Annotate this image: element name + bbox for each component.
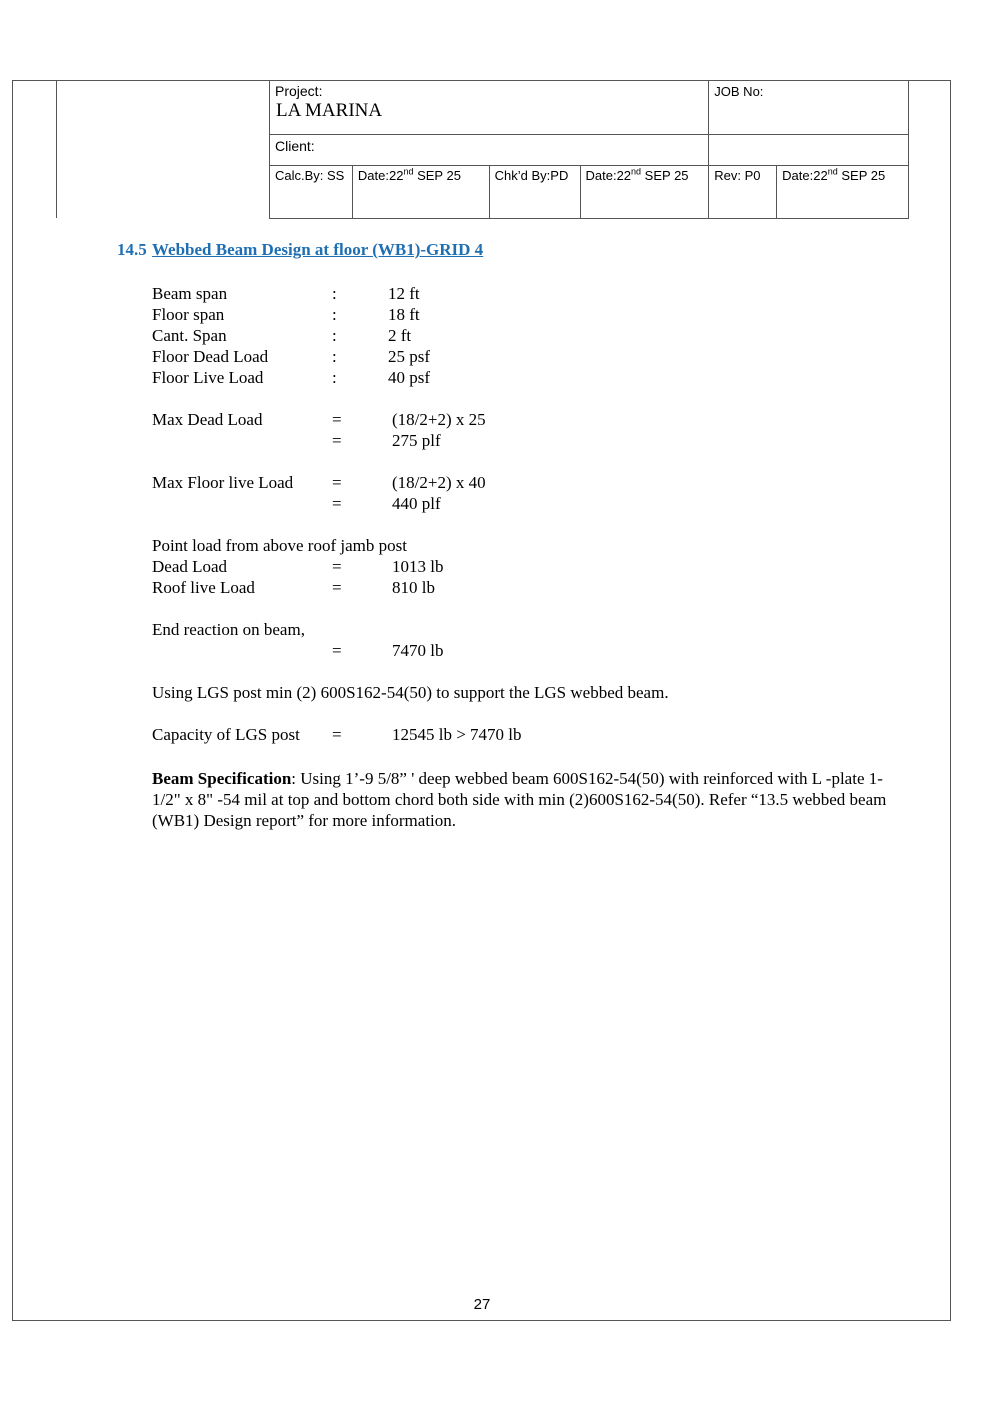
end-reaction-row: = 7470 lb bbox=[332, 641, 444, 660]
point-dead-row: Dead Load = 1013 lb bbox=[152, 557, 444, 576]
job-label: JOB No: bbox=[714, 84, 764, 99]
spec-label: Beam Specification bbox=[152, 769, 292, 788]
input-row: Floor Dead Load : 25 psf bbox=[152, 347, 431, 366]
input-row: Floor Live Load : 40 psf bbox=[152, 368, 431, 387]
project-cell bbox=[270, 81, 709, 135]
calc-by: Calc.By: SS bbox=[270, 166, 353, 219]
input-row: Cant. Span : 2 ft bbox=[152, 326, 412, 345]
section-heading bbox=[117, 240, 483, 260]
date-rev: Date:22nd SEP 25 bbox=[777, 166, 909, 219]
max-live-result: = 440 plf bbox=[332, 494, 441, 513]
section-title: Webbed Beam Design at floor (WB1)-GRID 4 bbox=[152, 240, 484, 259]
page-number: 27 bbox=[473, 1296, 491, 1313]
client-blank-cell bbox=[709, 135, 909, 166]
end-reaction-label: End reaction on beam, bbox=[152, 620, 305, 639]
max-dead-result: = 275 plf bbox=[332, 431, 441, 450]
point-live-row: Roof live Load = 810 lb bbox=[152, 578, 435, 597]
beam-specification bbox=[152, 768, 892, 831]
calc-body bbox=[152, 283, 892, 831]
client-label: Client: bbox=[275, 138, 315, 154]
client-cell bbox=[270, 135, 709, 166]
section-number: 14.5 bbox=[117, 240, 147, 259]
spec-text: : Using 1’-9 5/8” ' deep webbed beam 600S162-54(50) with reinforced with L -plate 1-1/2" x 8" -54 mil at top and bottom chord both side with min (2)600S162-54(50). Refer “13.5 webbed beam (WB1) Design report” for more information. bbox=[152, 769, 887, 830]
chkd-by: Chk’d By:PD bbox=[489, 166, 580, 219]
using-post-text: Using LGS post min (2) 600S162-54(50) to support the LGS webbed beam. bbox=[152, 683, 669, 702]
input-row: Floor span : 18 ft bbox=[152, 305, 420, 324]
max-live-row: Max Floor live Load = (18/2+2) x 40 bbox=[152, 473, 486, 492]
project-label: Project: bbox=[275, 83, 323, 99]
input-row: Beam span : 12 ft bbox=[152, 284, 420, 303]
project-name: LA MARINA bbox=[276, 100, 383, 121]
logo-area bbox=[56, 80, 270, 218]
header-table bbox=[269, 80, 909, 219]
point-load-intro: Point load from above roof jamb post bbox=[152, 536, 407, 555]
max-dead-row: Max Dead Load = (18/2+2) x 25 bbox=[152, 410, 486, 429]
date-calc: Date:22nd SEP 25 bbox=[352, 166, 489, 219]
date-chkd: Date:22nd SEP 25 bbox=[580, 166, 709, 219]
job-cell bbox=[709, 81, 909, 135]
rev: Rev: P0 bbox=[709, 166, 777, 219]
capacity-row: Capacity of LGS post = 12545 lb > 7470 lb bbox=[152, 725, 522, 744]
